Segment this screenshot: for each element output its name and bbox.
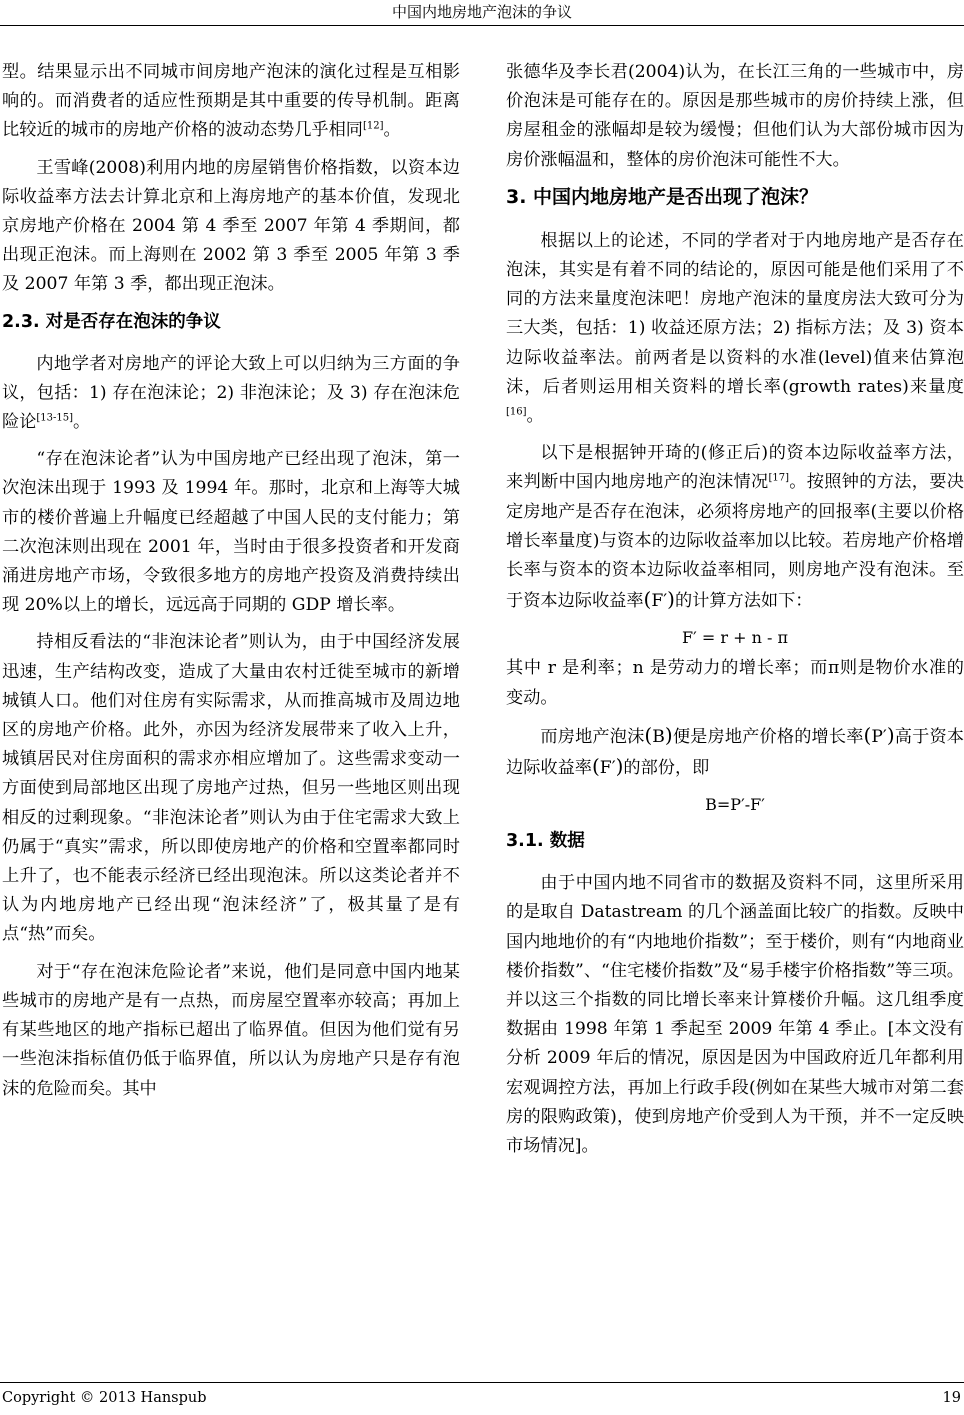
- paragraph: “存在泡沫论者”认为中国房地产已经出现了泡沫，第一次泡沫出现于 1993 及 1994 年。那时，北京和上海等大城市的楼价普遍上升幅度已经超越了中国人民的支付能力；第二次泡沫则出现在 2001 年，当时由于很多投资者和开发商涌进房地产市场，令致很多地方的房地产投资及消费持续出现 20%以上的增长，远远高于同期的 GDP 增长率。: [2, 449, 460, 616]
- formula: B=P′-F′: [705, 795, 765, 815]
- paren-open: (: [863, 722, 872, 747]
- paragraph: 王雪峰(2008)利用内地的房屋销售价格指数，以资本边际收益率方法去计算北京和上海房地产的基本价值，发现北京房地产价格在 2004 第 4 季至 2007 年第 4 季期间，都出现正泡沫。而上海则在 2002 第 3 季至 2005 年第 3 季及 2007 年第 3 季，都出现正泡沫。: [2, 157, 460, 295]
- section-heading: 3.1. 数据: [506, 831, 585, 852]
- paren-close: ): [615, 754, 624, 779]
- header-title: 中国内地房地产泡沫的争议: [391, 3, 572, 21]
- paragraph-text: 而房地产泡沫: [540, 726, 645, 747]
- paragraph: 对于“存在泡沫危险论者”来说，他们是同意中国内地某些城市的房地产是有一点热，而房屋空置率亦较高；再加上有某些地区的地产指标已超出了临界值。但因为他们觉有另一些泡沫指标值仍低于临界值，所以认为房地产只是存有泡沫的危险而矣。其中: [2, 961, 460, 1099]
- paragraph: [2, 58, 460, 146]
- section-heading: 3. 中国内地房地产是否出现了泡沫？: [506, 185, 819, 208]
- paragraph: [506, 227, 964, 431]
- paren-open: (: [643, 587, 652, 612]
- section-heading: 2.3. 对是否存在泡沫的争议: [2, 311, 221, 332]
- right-column: [506, 58, 964, 1169]
- paragraph: 持相反看法的“非泡沫论者”则认为，由于中国经济发展迅速，生产结构改变，造成了大量由农村迁徙至城市的新增城镇人口。他们对住房有实际需求，从而推高城市及周边地区的房地产价格。此外，亦因为经济发展带来了收入上升，城镇居民对住房面积的需求亦相应增加了。这些需求变动一方面使到局部地区出现了房地产过热，但另一些地区则出现相反的过剩现象。“非泡沫论者”则认为由于住宅需求大致上仍属于“真实”需求，所以即使房地产的价格和空置率都同时上升了，也不能表示经济已经出现泡沫。所以这类论者并不认为内地房地产已经出现“泡沫经济”了，极其量了是有点“热”而矣。: [2, 632, 460, 945]
- paragraph-tail: 的计算方法如下：: [674, 591, 813, 612]
- running-header: [0, 0, 964, 26]
- page-number: 19: [942, 1390, 961, 1406]
- paragraph: [2, 350, 460, 438]
- paragraph-text: 便是房地产价格的增长率: [672, 726, 864, 747]
- paragraph-text: 根据以上的论述，不同的学者对于内地房地产是否存在泡沫，其实是有着不同的结论的，原因可能是他们采用了不同的方法来量度泡沫吧！房地产泡沫的量度房法大致可分为三大类，包括：1) 收益还原方法；2) 指标方法；及 3) 资本边际收益率法。前两者是以资料的水准(level)值来估算泡沫，后者则运用相关资料的增长率(growth rates)来量度: [506, 230, 964, 397]
- citation: [16]: [506, 406, 527, 418]
- paren-open: (: [591, 754, 600, 779]
- paragraph-text: 。按照钟的方法，要决定房地产是否存在泡沫，必须将房地产的回报率(主要以价格增长率量度)与资本的边际收益率加以比较。若房地产价格增长率与资本的资本边际收益率相同，则房地产没有泡沫。至于资本边际收益率: [506, 472, 964, 612]
- paragraph: 张德华及李长君(2004)认为，在长江三角的一些城市中，房价泡沫是可能存在的。原因是那些城市的房价持续上涨，但房屋租金的涨幅却是较为缓慢；但他们认为大部份城市因为房价涨幅温和，整体的房价泡沫可能性不大。: [506, 62, 964, 170]
- citation: [13-15]: [36, 412, 74, 424]
- paragraph-tail: 的部份，即: [623, 758, 710, 779]
- copyright-notice: Copyright © 2013 Hanspub: [2, 1390, 207, 1406]
- paren-close: ): [667, 587, 675, 612]
- formula: F′ = r + n - π: [682, 628, 788, 648]
- paragraph-text: 以下是根据钟开琦的(修正后)的资本边际收益率方法，来判断中国内地房地产的泡沫情况: [506, 443, 964, 493]
- paragraph-tail: 。: [526, 406, 544, 427]
- paragraph-text: 高于资本边际收益率: [506, 726, 964, 779]
- math-symbol: F′: [599, 758, 616, 779]
- paragraph: 其中 r 是利率；n 是劳动力的增长率；而π则是物价水准的变动。: [506, 658, 964, 708]
- paragraph: [506, 721, 964, 783]
- page-footer: [0, 1382, 964, 1415]
- paragraph-text: 型。结果显示出不同城市间房地产泡沫的演化过程是互相影响的。而消费者的适应性预期是其中重要的传导机制。距离比较近的城市的房地产价格的波动态势几乎相同: [2, 62, 460, 141]
- paragraph: 由于中国内地不同省市的数据及资料不同，这里所采用的是取自 Datastream 的几个涵盖面比较广的指数。反映中国内地地价的有“内地地价指数”；至于楼价，则有“内地商业楼价指数”、“住宅楼价指数”及“易手楼宇价格指数”等三项。并以这三个指数的同比增长率来计算楼价升幅。这几组季度数据由 1998 年第 1 季起至 2009 年第 4 季止。[本文没有分析 2009 年后的情况，原因是因为中国政府近几年都利用宏观调控方法，再加上行政手段(例如在某些大城市对第二套房的限购政策)，使到房地产价受到人为干预，并不一定反映市场情况]。: [506, 873, 964, 1157]
- paren-open: (: [644, 722, 653, 747]
- paragraph: [506, 439, 964, 616]
- paragraph-tail: 。: [383, 120, 401, 141]
- citation: [12]: [362, 120, 384, 132]
- paragraph-text: 内地学者对房地产的评论大致上可以归纳为三方面的争议，包括：1) 存在泡沫论；2) 非泡沫论；及 3) 存在泡沫危险论: [2, 353, 460, 433]
- paragraph-tail: 。: [73, 412, 91, 433]
- paren-close: ): [664, 722, 673, 747]
- left-column: [2, 58, 460, 1112]
- citation: [17]: [768, 472, 789, 484]
- paren-close: ): [886, 722, 895, 747]
- math-symbol: P′: [871, 726, 887, 747]
- math-symbol: F′: [651, 591, 668, 612]
- math-symbol: B: [652, 726, 665, 747]
